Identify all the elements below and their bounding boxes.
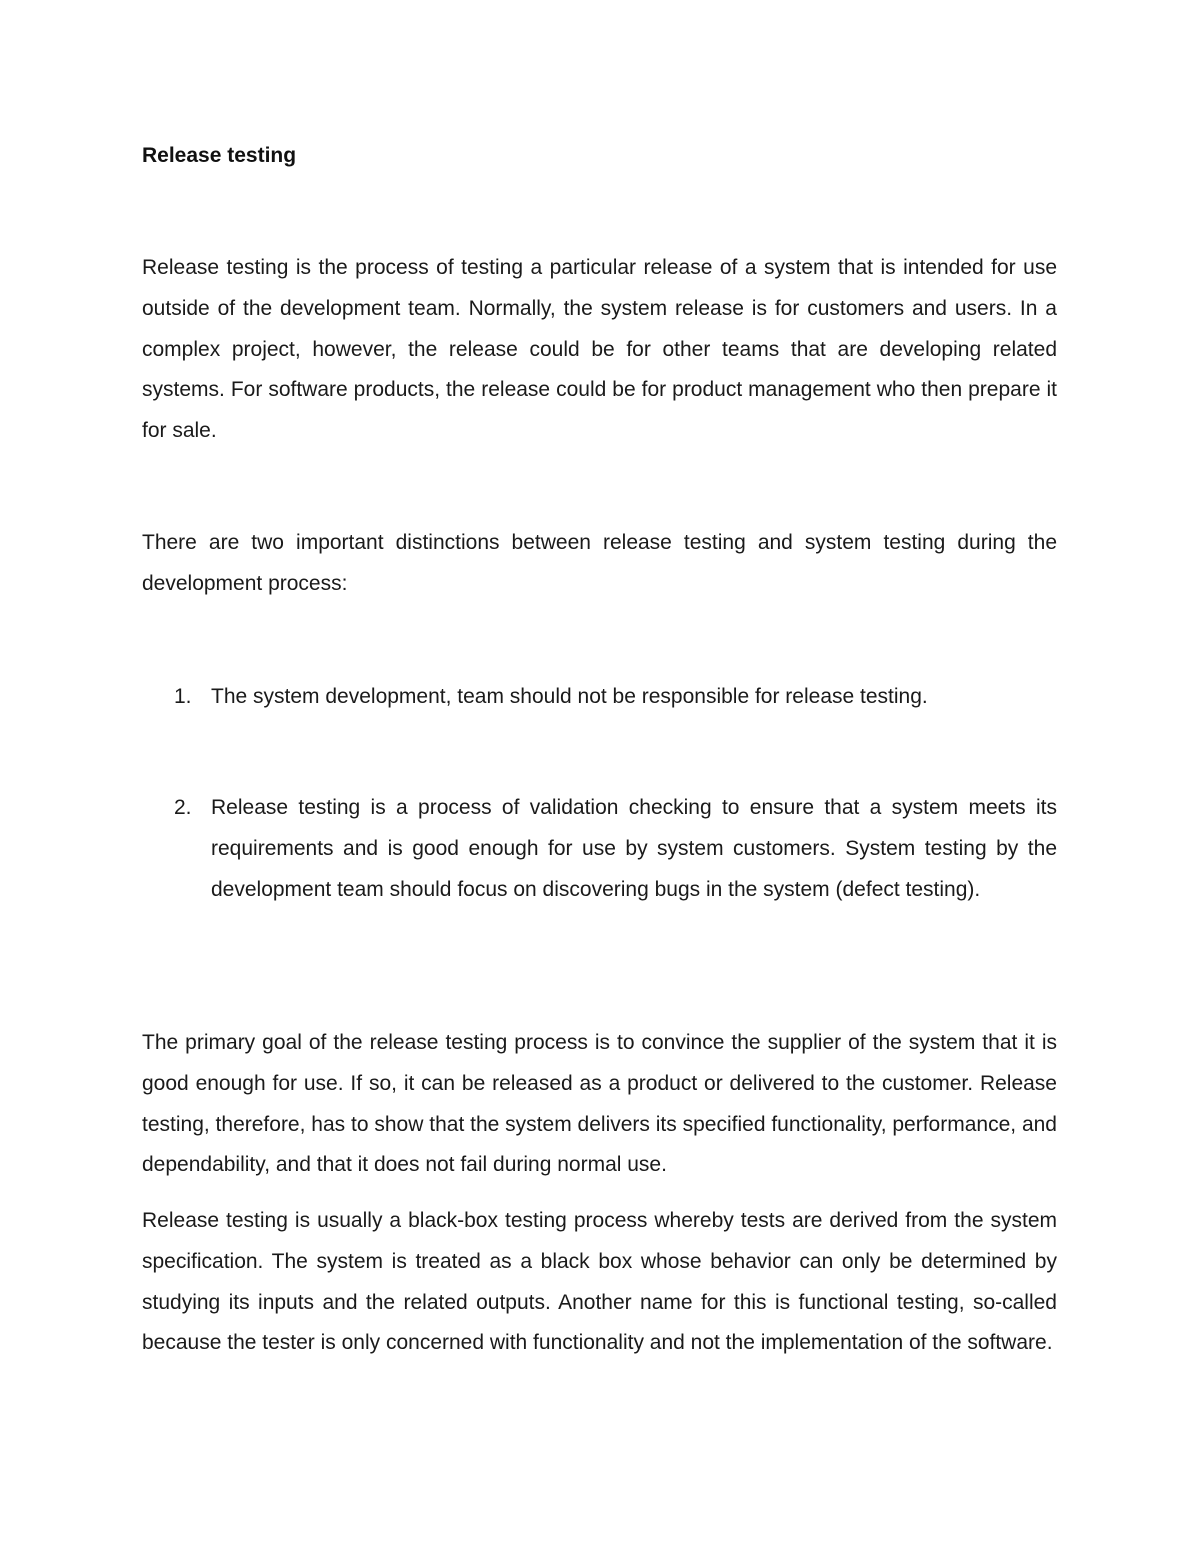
list-item	[174, 788, 1057, 910]
paragraph-intro: Release testing is the process of testing a particular release of a system that is intended for use outside of the development team. Normally, the system release is for customers and users. In a complex project, however, the release could be for other teams that are developing related systems. For software products, the release could be for product management who then prepare it for sale.	[142, 256, 1057, 443]
document-title: Release testing	[142, 144, 297, 167]
paragraph-black-box: Release testing is usually a black-box testing process whereby tests are derived from the system specification. The system is treated as a black box whose behavior can only be determined by studying its inputs and the related outputs. Another name for this is functional testing, so-called because the tester is only concerned with functionality and not the implementation of the software.	[142, 1209, 1057, 1355]
list-item	[174, 677, 1057, 718]
list-item-number: 2.	[174, 796, 192, 819]
list-item-text: Release testing is a process of validation checking to ensure that a system meets its requirements and is good enough for use by system customers. System testing by the development team should focus on discovering bugs in the system (defect testing).	[211, 796, 1057, 901]
paragraph-primary-goal: The primary goal of the release testing process is to convince the supplier of the system that it is good enough for use. If so, it can be released as a product or delivered to the customer. Release testing, therefore, has to show that the system delivers its specified functionality, performance, and dependability, and that it does not fail during normal use.	[142, 1031, 1057, 1177]
paragraph-distinctions: There are two important distinctions between release testing and system testing during the development process:	[142, 531, 1057, 595]
list-item-number: 1.	[174, 685, 192, 708]
list-item-text: The system development, team should not be responsible for release testing.	[211, 685, 928, 708]
